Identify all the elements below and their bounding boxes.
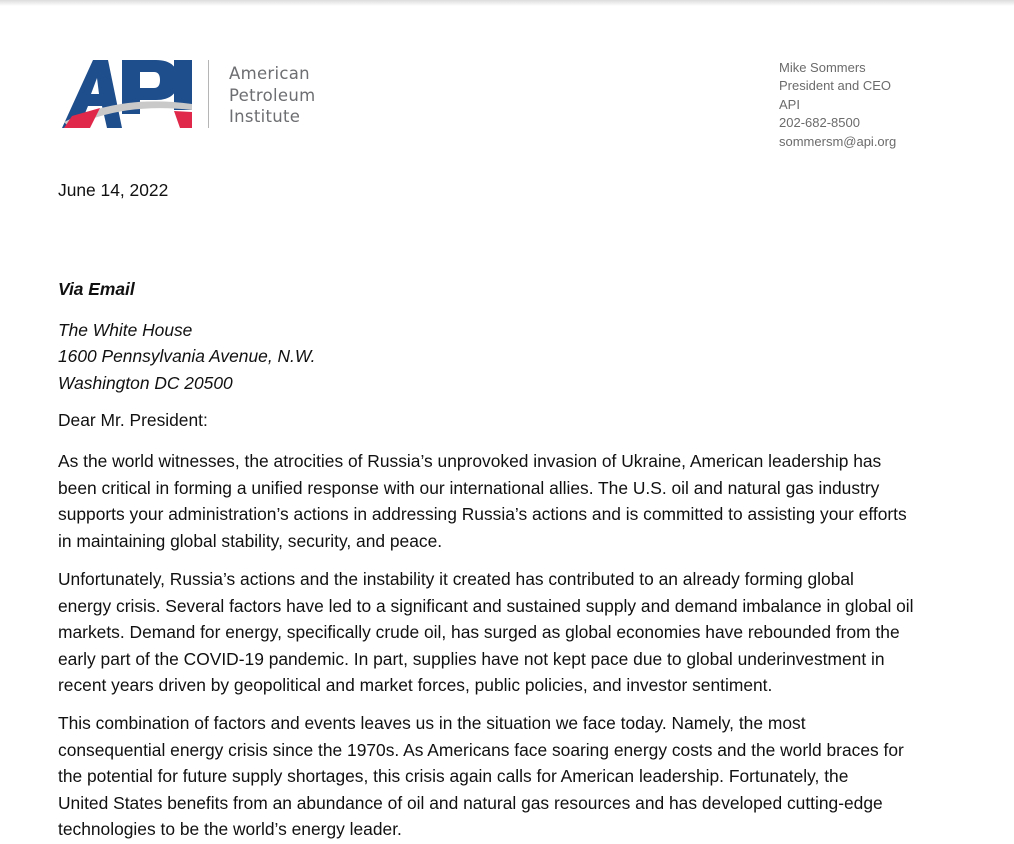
recipient-address xyxy=(58,317,315,396)
body-paragraph xyxy=(58,566,914,699)
address-line: 1600 Pennsylvania Avenue, N.W. xyxy=(58,346,316,367)
paragraph-line: recent years driven by geopolitical and market forces, public policies, and investor sentiment. xyxy=(58,675,773,695)
paragraph-line: supports your administration’s actions in addressing Russia’s actions and is committed to assisting your efforts xyxy=(58,504,907,524)
sender-name: Mike Sommers xyxy=(779,60,866,75)
sender-phone: 202-682-8500 xyxy=(779,115,860,131)
sender-org: API xyxy=(779,96,800,112)
letter-date: June 14, 2022 xyxy=(58,180,169,200)
body-paragraph xyxy=(58,710,904,843)
paragraph-line: technologies to be the world’s energy leader. xyxy=(58,819,402,839)
paragraph-line: been critical in forming a unified response with our international allies. The U.S. oil and natural gas industry xyxy=(58,477,880,498)
paragraph-line: United States benefits from an abundance of oil and natural gas resources and has developed cutting-edge xyxy=(58,792,883,813)
paragraph-line: markets. Demand for energy, specifically crude oil, has surged as global economies have rebounded from the xyxy=(58,622,900,642)
logo-swoosh-red-right xyxy=(174,111,192,128)
sender-title: President and CEO xyxy=(779,78,892,94)
sender-contact-block xyxy=(779,59,896,151)
paragraph-line: As the world witnesses, the atrocities of Russia’s unprovoked invasion of Ukraine, American leadership has xyxy=(58,451,882,471)
address-line: Washington DC 20500 xyxy=(58,372,233,393)
org-name-line: Institute xyxy=(229,107,301,126)
org-name xyxy=(229,63,315,128)
paragraph-line: the potential for future supply shortages, this crisis again calls for American leadership. Fortunately, the xyxy=(58,766,849,786)
org-name-line: Petroleum xyxy=(229,85,316,105)
paragraph-line: Unfortunately, Russia’s actions and the instability it created has contributed to an already forming global xyxy=(58,569,854,589)
api-logo xyxy=(60,56,200,132)
paragraph-line: consequential energy crisis since the 1970s. As Americans face soaring energy costs and the world braces for xyxy=(58,739,904,760)
page-top-edge xyxy=(0,0,1014,6)
org-name-line: American xyxy=(229,64,310,83)
paragraph-line: in maintaining global stability, security, and peace. xyxy=(58,530,443,551)
sender-email: sommersm@api.org xyxy=(779,133,897,149)
body-paragraph xyxy=(58,448,907,554)
paragraph-line: early part of the COVID-19 pandemic. In part, supplies have not kept pace due to global underinvestment in xyxy=(58,648,885,669)
address-line: The White House xyxy=(58,320,193,340)
logo-divider xyxy=(208,60,209,128)
paragraph-line: energy crisis. Several factors have led to a significant and sustained supply and demand imbalance in global oil xyxy=(58,595,914,616)
paragraph-line: This combination of factors and events leaves us in the situation we face today. Namely, the most xyxy=(58,713,806,733)
delivery-method: Via Email xyxy=(58,279,135,299)
salutation: Dear Mr. President: xyxy=(58,410,208,430)
